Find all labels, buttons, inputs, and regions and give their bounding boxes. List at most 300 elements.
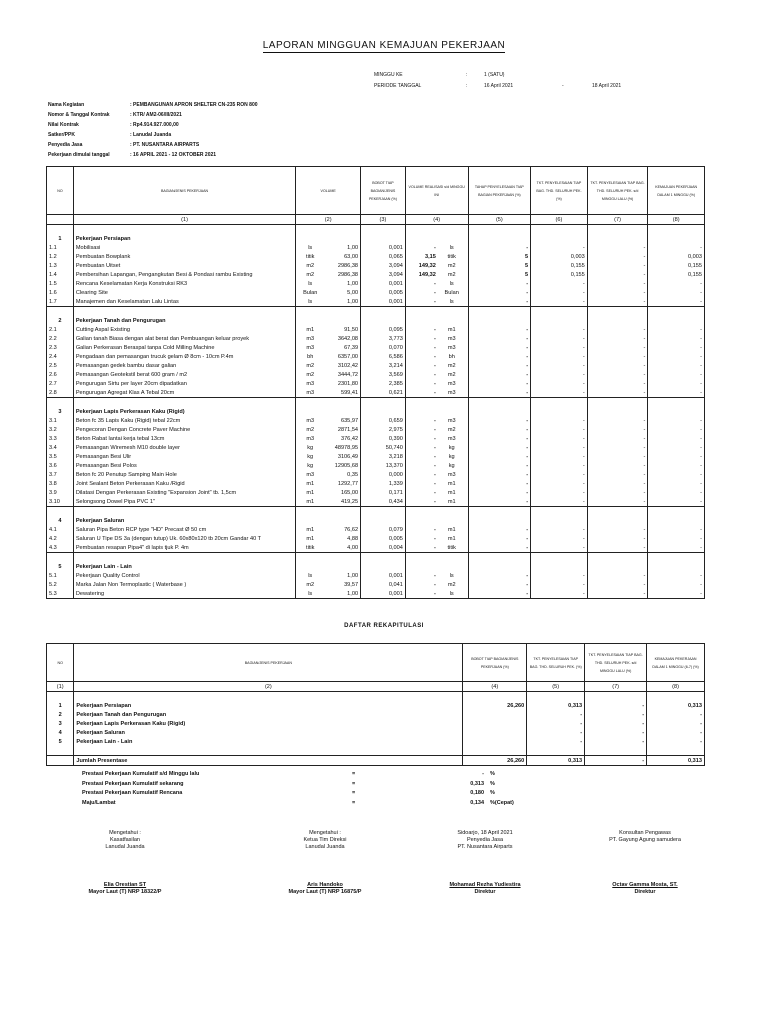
item-bobot: 0,390 <box>361 434 406 443</box>
item-tkt-ini: - <box>531 243 588 252</box>
jumlah-row <box>47 756 705 766</box>
spacer-cell <box>531 398 588 408</box>
item-tkt-lalu: - <box>587 461 648 470</box>
item-tkt-ini: 0,155 <box>531 270 588 279</box>
spacer-cell <box>468 507 531 517</box>
item-bobot: 13,370 <box>361 461 406 470</box>
info-value: : PEMBANGUNAN APRON SHELTER CN-235 RON 800 <box>130 102 258 108</box>
rekap-bobot: 26,260 <box>463 701 527 710</box>
info-key: Nama Kegiatan <box>48 102 85 108</box>
item-tkt-ini: - <box>531 497 588 507</box>
item-kemajuan: - <box>648 388 705 398</box>
signatory-name: Octav Gamma Mosta, ST. <box>612 882 678 888</box>
item-realisasi-unit: m2 <box>447 262 456 269</box>
table-row <box>47 261 705 270</box>
item-tkt-lalu: - <box>587 252 648 261</box>
item-vol-realisasi <box>405 297 468 307</box>
item-no: 2.5 <box>47 361 74 370</box>
item-volume <box>296 425 361 434</box>
item-no: 2.1 <box>47 325 74 334</box>
prestasi-sep: = <box>352 799 356 806</box>
item-unit: m2 <box>306 581 315 588</box>
section-cell <box>587 407 648 416</box>
section-cell <box>405 562 468 571</box>
item-volume <box>296 479 361 488</box>
item-realisasi-qty: - <box>433 389 436 396</box>
item-unit: m2 <box>306 262 315 269</box>
item-tkt-ini: - <box>531 470 588 479</box>
item-unit: m2 <box>306 362 315 369</box>
item-bobot: 3,094 <box>361 261 406 270</box>
item-volume <box>296 470 361 479</box>
item-unit: bh <box>307 353 314 360</box>
item-vol-realisasi <box>405 334 468 343</box>
spacer-cell <box>74 692 463 702</box>
item-no: 5.3 <box>47 589 74 599</box>
item-tkt-ini: - <box>531 452 588 461</box>
progress-table <box>46 166 705 599</box>
table-row <box>47 370 705 379</box>
item-bobot: 50,740 <box>361 443 406 452</box>
item-tkt-lalu: - <box>587 325 648 334</box>
jumlah-kemajuan: 0,313 <box>647 756 705 766</box>
signature-footer <box>400 882 570 896</box>
section-cell <box>361 562 406 571</box>
prestasi-row <box>82 799 622 809</box>
table-row <box>47 571 705 580</box>
item-tkt-ini: - <box>531 461 588 470</box>
rekap-col-number: (1) <box>47 682 74 692</box>
info-row <box>48 130 258 140</box>
table-row <box>47 361 705 370</box>
item-realisasi-unit: m1 <box>447 535 456 542</box>
item-tahap: - <box>468 452 531 461</box>
item-name: Saluran Pipa Beton RCP type "HD" Precast Ø 50 cm <box>73 525 295 534</box>
rekap-col-kemajuan: KEMAJUAN PEKERJAAN DALAM 1 MINGGU (6-7) (%) <box>647 644 705 682</box>
item-name: Pemasangan gedek bambu dasar galian <box>73 361 295 370</box>
item-volume <box>296 589 361 599</box>
periode-to: 18 April 2021 <box>592 83 622 89</box>
item-tkt-ini: - <box>531 379 588 388</box>
rekap-no: 3 <box>47 719 74 728</box>
prestasi-row <box>82 780 622 790</box>
signature-header <box>560 830 730 844</box>
item-qty: 1,00 <box>347 298 359 305</box>
item-realisasi-unit: titik <box>447 253 456 260</box>
item-volume <box>296 325 361 334</box>
section-cell <box>296 562 361 571</box>
item-realisasi-qty: - <box>433 444 436 451</box>
item-qty: 1,00 <box>347 590 359 597</box>
item-volume <box>296 370 361 379</box>
item-realisasi-qty: - <box>433 371 436 378</box>
spacer-cell <box>648 553 705 563</box>
section-cell <box>531 316 588 325</box>
item-kemajuan: - <box>648 461 705 470</box>
item-vol-realisasi <box>405 325 468 334</box>
item-kemajuan: - <box>648 416 705 425</box>
item-volume <box>296 452 361 461</box>
rekap-kemajuan: - <box>647 710 705 719</box>
item-tkt-ini: - <box>531 352 588 361</box>
item-no: 4.3 <box>47 543 74 553</box>
info-key: Satker/PPK <box>48 132 75 138</box>
jumlah-tkt-ini: 0,313 <box>527 756 585 766</box>
item-tkt-ini: - <box>531 479 588 488</box>
section-cell <box>587 316 648 325</box>
item-tahap: - <box>468 589 531 599</box>
table-row <box>47 534 705 543</box>
rekap-col-no: NO <box>47 644 74 682</box>
spacer-cell <box>361 507 406 517</box>
item-kemajuan: - <box>648 425 705 434</box>
prestasi-unit: % <box>490 790 495 796</box>
item-no: 3.9 <box>47 488 74 497</box>
item-unit: ls <box>308 244 313 251</box>
item-name: Pembuatan Uitset <box>73 261 295 270</box>
item-volume <box>296 388 361 398</box>
item-tkt-ini: - <box>531 543 588 553</box>
item-no: 3.2 <box>47 425 74 434</box>
section-cell <box>648 516 705 525</box>
item-vol-realisasi <box>405 279 468 288</box>
item-realisasi-unit: titik <box>447 544 456 551</box>
item-realisasi-qty: - <box>433 362 436 369</box>
item-realisasi-unit: m2 <box>447 426 456 433</box>
rekap-name: Pekerjaan Lain - Lain <box>74 737 463 746</box>
item-realisasi-unit: ls <box>449 572 454 579</box>
item-qty: 67,39 <box>344 344 359 351</box>
item-qty: 1,00 <box>347 572 359 579</box>
signatory-name: Aris Handoko <box>307 882 343 888</box>
rekap-tkt-lalu: - <box>585 728 647 737</box>
item-tkt-lalu: - <box>587 488 648 497</box>
item-vol-realisasi <box>405 434 468 443</box>
item-tkt-lalu: - <box>587 479 648 488</box>
signature-header <box>240 830 410 851</box>
item-realisasi-qty: - <box>433 462 436 469</box>
item-unit: m2 <box>306 371 315 378</box>
item-tkt-ini: - <box>531 580 588 589</box>
table-row <box>47 297 705 307</box>
item-tahap: - <box>468 497 531 507</box>
item-realisasi-unit: bh <box>448 353 455 360</box>
item-qty: 3642,08 <box>337 335 359 342</box>
item-realisasi-qty: - <box>433 426 436 433</box>
spacer-cell <box>73 553 295 563</box>
item-tahap: - <box>468 416 531 425</box>
item-name: Clearing Site <box>73 288 295 297</box>
item-tkt-ini: - <box>531 534 588 543</box>
table-row <box>47 543 705 553</box>
col-tkt-ini: TKT. PENYELESAIAN TIAP BAG. THD. SELURUH PEK. (%) <box>531 167 588 215</box>
prestasi-label: Prestasi Pekerjaan Kumulatif s/d Minggu lalu <box>82 771 200 777</box>
signatory-title: Direktur <box>634 889 656 895</box>
col-bobot: BOBOT TIAP BAGIAN/JENIS PEKERJAAN (%) <box>361 167 406 215</box>
item-realisasi-unit: m1 <box>447 326 456 333</box>
section-cell <box>587 234 648 243</box>
item-vol-realisasi <box>405 497 468 507</box>
section-no: 2 <box>47 316 74 325</box>
item-realisasi-unit: m3 <box>447 380 456 387</box>
item-tkt-lalu: - <box>587 261 648 270</box>
item-bobot: 1,339 <box>361 479 406 488</box>
prestasi-label: Prestasi Pekerjaan Kumulatif sekarang <box>82 780 184 787</box>
item-name: Galian Perkerasan Beraspal tanpa Cold Milling Machine <box>73 343 295 352</box>
prestasi-value: 0,134 <box>470 799 484 806</box>
item-unit: ls <box>308 572 313 579</box>
item-qty: 3102,42 <box>337 362 359 369</box>
info-key: Nilai Kontrak <box>48 122 79 128</box>
table-row <box>47 252 705 261</box>
item-realisasi-unit: ls <box>449 280 454 287</box>
col-number-row <box>47 215 705 225</box>
item-name: Beton fc 20 Penutup Samping Main Hole <box>73 470 295 479</box>
signatory-title: Direktur <box>474 889 496 895</box>
item-tkt-lalu: - <box>587 525 648 534</box>
item-tahap: - <box>468 352 531 361</box>
item-kemajuan: - <box>648 379 705 388</box>
section-no: 5 <box>47 562 74 571</box>
item-name: Pengurugan Sirtu per layer 20cm dipadatkan <box>73 379 295 388</box>
spacer-cell <box>468 553 531 563</box>
item-realisasi-qty: - <box>433 581 436 588</box>
item-name: Dilatasi Dengan Perkerasan Existing "Expansion Joint" tb. 1,5cm <box>73 488 295 497</box>
item-volume <box>296 571 361 580</box>
table-row <box>47 479 705 488</box>
item-realisasi-unit: m2 <box>447 362 456 369</box>
item-realisasi-qty: - <box>433 480 436 487</box>
item-tahap: 5 <box>468 270 531 279</box>
item-bobot: 3,094 <box>361 270 406 279</box>
col-tahap: TAHAP PENYELESAIAN TIAP BAGIAN PEKERJAAN (%) <box>468 167 531 215</box>
item-name: Pengadaan dan pemasangan trucuk gelam Ø 8cm - 10cm P.4m <box>73 352 295 361</box>
signature-footer <box>240 882 410 896</box>
item-no: 5.1 <box>47 571 74 580</box>
prestasi-value: 0,313 <box>470 780 484 787</box>
item-bobot: 0,001 <box>361 243 406 252</box>
prestasi-value: 0,180 <box>470 790 484 796</box>
item-realisasi-qty: - <box>433 380 436 387</box>
item-tkt-ini: - <box>531 525 588 534</box>
signature-header <box>40 830 210 851</box>
item-realisasi-qty: - <box>433 489 436 496</box>
item-realisasi-qty: - <box>433 498 436 505</box>
item-vol-realisasi <box>405 343 468 352</box>
item-bobot: 0,171 <box>361 488 406 497</box>
periode-label: PERIODE TANGGAL <box>374 83 422 89</box>
section-cell <box>296 516 361 525</box>
item-tkt-ini: 0,003 <box>531 252 588 261</box>
table-row <box>47 388 705 398</box>
item-vol-realisasi <box>405 379 468 388</box>
rekap-name: Pekerjaan Saluran <box>74 728 463 737</box>
signature-line: PT. Gayung Agung samudera <box>609 837 681 843</box>
section-cell <box>648 234 705 243</box>
item-name: Beton Rabat lantai kerja tebal 13cm <box>73 434 295 443</box>
item-kemajuan: - <box>648 488 705 497</box>
rekap-name: Pekerjaan Tanah dan Pengurugan <box>74 710 463 719</box>
item-tahap: - <box>468 288 531 297</box>
item-tkt-lalu: - <box>587 297 648 307</box>
item-vol-realisasi <box>405 571 468 580</box>
item-volume <box>296 334 361 343</box>
item-no: 3.4 <box>47 443 74 452</box>
rekap-no: 1 <box>47 701 74 710</box>
info-row <box>48 140 258 150</box>
item-vol-realisasi <box>405 470 468 479</box>
rekap-tkt-ini: 0,313 <box>527 701 585 710</box>
item-tkt-lalu: - <box>587 416 648 425</box>
item-qty: 3444,72 <box>337 371 359 378</box>
item-tahap: 5 <box>468 252 531 261</box>
item-bobot: 0,005 <box>361 288 406 297</box>
item-qty: 599,41 <box>340 389 359 396</box>
item-no: 2.6 <box>47 370 74 379</box>
rekap-tkt-ini: - <box>527 728 585 737</box>
signature-header <box>400 830 570 851</box>
signature-footer <box>560 882 730 896</box>
rekap-col-tkt-lalu: TKT. PENYELESAIAN TIAP BAG. THD. SELURUH PEK. s/d MINGGU LALU (%) <box>585 644 647 682</box>
rekap-col-bobot: BOBOT TIAP BAGIAN/JENIS PEKERJAAN (%) <box>463 644 527 682</box>
prestasi-sep: = <box>352 790 356 796</box>
item-volume <box>296 434 361 443</box>
item-vol-realisasi <box>405 388 468 398</box>
info-row <box>48 150 258 160</box>
section-name: Pekerjaan Lain - Lain <box>73 562 295 571</box>
item-qty: 3106,49 <box>337 453 359 460</box>
item-tahap: - <box>468 425 531 434</box>
spacer-cell <box>405 225 468 235</box>
item-realisasi-unit: kg <box>448 453 455 460</box>
spacer-row <box>47 692 705 702</box>
item-tahap: - <box>468 525 531 534</box>
item-volume <box>296 243 361 252</box>
spacer-cell <box>47 307 74 317</box>
minggu-label: MINGGU KE <box>374 72 403 78</box>
section-cell <box>468 516 531 525</box>
spacer-cell <box>647 692 705 702</box>
section-cell <box>361 407 406 416</box>
item-unit: ls <box>308 280 313 287</box>
rekap-name: Pekerjaan Persiapan <box>74 701 463 710</box>
item-volume <box>296 534 361 543</box>
item-unit: m3 <box>306 471 315 478</box>
item-tahap: - <box>468 470 531 479</box>
item-qty: 91,50 <box>344 326 359 333</box>
item-realisasi-qty: - <box>433 526 436 533</box>
table-row <box>47 580 705 589</box>
item-tkt-lalu: - <box>587 543 648 553</box>
section-no: 1 <box>47 234 74 243</box>
item-no: 1.4 <box>47 270 74 279</box>
section-cell <box>468 407 531 416</box>
section-cell <box>587 562 648 571</box>
item-kemajuan: 0,003 <box>648 252 705 261</box>
item-vol-realisasi <box>405 416 468 425</box>
minggu-sep: : <box>466 72 468 78</box>
item-tkt-ini: - <box>531 488 588 497</box>
item-realisasi-qty: 149,32 <box>418 262 436 269</box>
item-tahap: - <box>468 279 531 288</box>
spacer-row <box>47 307 705 317</box>
item-realisasi-unit: ls <box>449 298 454 305</box>
item-unit: m1 <box>306 498 315 505</box>
item-qty: 6357,00 <box>337 353 359 360</box>
spacer-cell <box>463 692 527 702</box>
item-tkt-ini: - <box>531 443 588 452</box>
rekap-title: DAFTAR REKAPITULASI <box>344 623 424 629</box>
info-key: Nomor & Tanggal Kontrak <box>48 112 110 118</box>
item-no: 3.6 <box>47 461 74 470</box>
item-realisasi-unit: m2 <box>447 581 456 588</box>
rekap-row <box>47 710 705 719</box>
item-volume <box>296 288 361 297</box>
spacer-cell <box>648 307 705 317</box>
item-bobot: 0,005 <box>361 534 406 543</box>
item-kemajuan: - <box>648 543 705 553</box>
item-name: Marka Jalan Non Termoplastic ( Waterbase ) <box>73 580 295 589</box>
table-row <box>47 334 705 343</box>
table-row <box>47 270 705 279</box>
item-qty: 2301,80 <box>337 380 359 387</box>
item-volume <box>296 416 361 425</box>
item-unit: m3 <box>306 389 315 396</box>
item-tkt-lalu: - <box>587 580 648 589</box>
item-realisasi-unit: m1 <box>447 498 456 505</box>
signature-footer <box>40 882 210 896</box>
item-realisasi-qty: - <box>433 544 436 551</box>
section-row <box>47 234 705 243</box>
rekap-tkt-ini: - <box>527 719 585 728</box>
item-bobot: 3,214 <box>361 361 406 370</box>
contract-info <box>48 100 258 160</box>
section-name: Pekerjaan Tanah dan Pengurugan <box>73 316 295 325</box>
item-realisasi-unit: m3 <box>447 344 456 351</box>
section-cell <box>405 407 468 416</box>
item-kemajuan: - <box>648 470 705 479</box>
item-vol-realisasi <box>405 270 468 279</box>
signatory-title: Mayor Laut (T) NRP 16875/P <box>288 889 362 895</box>
rekap-col-number: (7) <box>585 682 647 692</box>
periode-sep: : <box>466 83 468 89</box>
spacer-cell <box>47 398 74 408</box>
item-bobot: 0,001 <box>361 297 406 307</box>
item-unit: m1 <box>306 480 315 487</box>
item-qty: 12905,68 <box>334 462 359 469</box>
table-row <box>47 452 705 461</box>
item-kemajuan: 0,155 <box>648 270 705 279</box>
prestasi-sep: = <box>352 780 356 787</box>
rekap-no: 4 <box>47 728 74 737</box>
item-realisasi-unit: m3 <box>447 389 456 396</box>
item-qty: 1,00 <box>347 244 359 251</box>
item-unit: m3 <box>306 380 315 387</box>
item-tkt-ini: - <box>531 571 588 580</box>
spacer-cell <box>361 398 406 408</box>
item-realisasi-qty: 3,15 <box>424 253 436 260</box>
info-value: : Rp4.914.927.000,00 <box>130 122 179 128</box>
prestasi-value: - <box>482 771 484 777</box>
rekap-tkt-lalu: - <box>585 737 647 746</box>
item-bobot: 2,385 <box>361 379 406 388</box>
item-name: Joint Sealant Beton Perkerasan Kaku /Rigid <box>73 479 295 488</box>
spacer-row <box>47 398 705 408</box>
item-volume <box>296 525 361 534</box>
rekap-col-number: (8) <box>647 682 705 692</box>
item-kemajuan: - <box>648 297 705 307</box>
item-name: Galian tanah Biasa dengan alat berat dan Pembuangan keluar proyek <box>73 334 295 343</box>
